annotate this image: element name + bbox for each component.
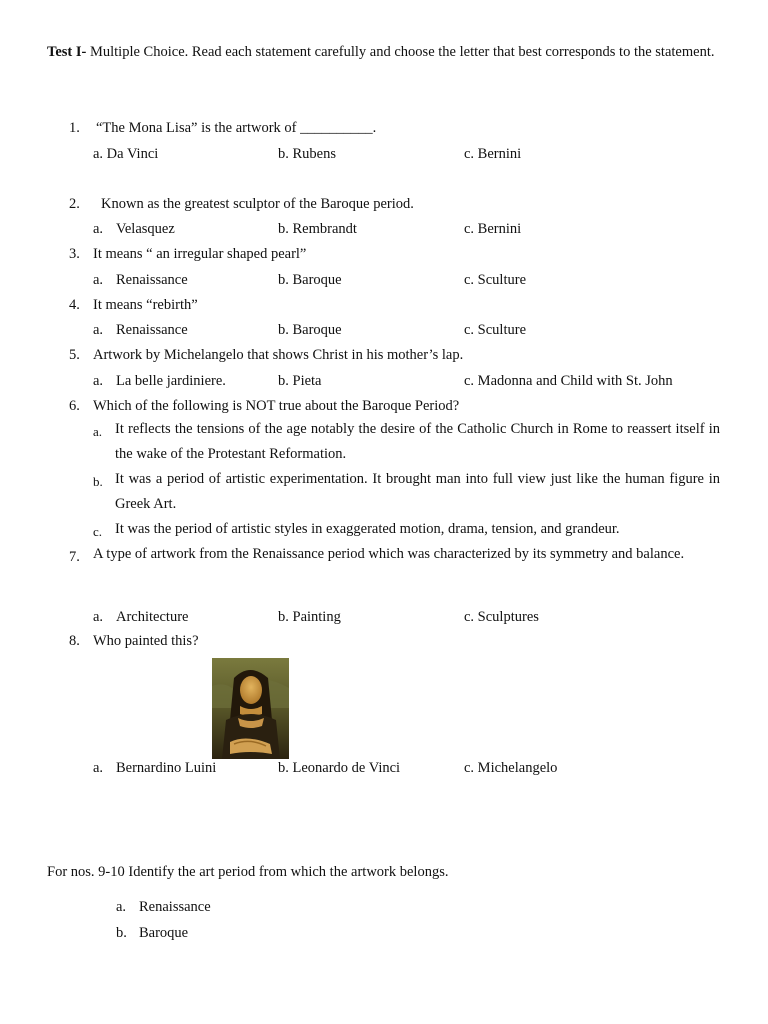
question-text: It means “rebirth” [93,297,198,313]
option-b: Baroque [139,925,189,941]
instructions-text: Multiple Choice. Read each statement carefully and choose the letter that best corresponds to the statement. [86,44,715,60]
choice-c: c. Sculptures [464,609,539,625]
question-text: A type of artwork from the Renaissance period which was characterized by its symmetry and balance. [93,546,685,562]
choice-b: b. Painting [278,609,341,625]
choice-b-letter: b. [93,474,103,489]
choice-a: Bernardino Luini [116,760,217,776]
choice-a-letter: a. [93,272,104,288]
choice-c: c. Madonna and Child with St. John [464,373,673,389]
choice-b: b. Pieta [278,373,322,389]
option-a: Renaissance [139,899,211,915]
choice-c: c. Sculture [464,272,527,288]
choice-a: a. Da Vinci [93,146,159,162]
choice-c: c. Bernini [464,221,522,237]
question-text: Artwork by Michelangelo that shows Christ in his mother’s lap. [93,347,464,363]
question-text: It means “ an irregular shaped pearl” [93,246,307,262]
test-heading: Test I- [47,44,87,60]
choice-c-letter: c. [93,524,103,539]
choice-a: La belle jardiniere. [116,373,226,389]
question-number: 2. [69,196,80,212]
choice-a-letter: a. [93,424,103,439]
choice-a-letter: a. [93,322,104,338]
choice-a-letter: a. [93,760,104,776]
choice-b: b. Leonardo de Vinci [278,760,401,776]
option-b-letter: b. [116,925,127,941]
instructions [47,40,720,65]
question-number: 8. [69,633,80,649]
question-text: Who painted this? [93,633,199,649]
choice-a-letter: a. [93,609,104,625]
choice-c: It was the period of artistic styles in exaggerated motion, drama, tension, and grandeur. [115,521,620,537]
choice-a-letter: a. [93,373,104,389]
choice-a-letter: a. [93,221,104,237]
choice-a: It reflects the tensions of the age notably the desire of the Catholic Church in Rome to reassert itself in the wake of the Protestant Reformation. [115,421,720,462]
question-text: Which of the following is NOT true about the Baroque Period? [93,398,460,414]
choice-c: c. Sculture [464,322,527,338]
question-text: “The Mona Lisa” is the artwork of __________. [96,120,377,136]
question-number: 5. [69,347,80,363]
choice-b: It was a period of artistic experimentation. It brought man into full view just like the human figure in Greek Art. [115,471,720,512]
choice-b: b. Rubens [278,146,336,162]
question-text: Known as the greatest sculptor of the Baroque period. [101,196,414,212]
choice-a: Renaissance [116,272,188,288]
question-number: 1. [69,120,80,136]
choice-a: Velasquez [116,221,175,237]
choice-a: Renaissance [116,322,188,338]
question-number: 7. [69,549,80,565]
choice-b: b. Baroque [278,322,342,338]
choice-c: c. Michelangelo [464,760,558,776]
mona-lisa-image [212,658,289,759]
section-instructions: For nos. 9-10 Identify the art period from which the artwork belongs. [47,864,449,880]
choice-b: b. Baroque [278,272,342,288]
option-a-letter: a. [116,899,127,915]
choice-a: Architecture [116,609,189,625]
choice-c: c. Bernini [464,146,522,162]
question-number: 4. [69,297,80,313]
choice-b: b. Rembrandt [278,221,357,237]
question-number: 6. [69,398,80,414]
question-number: 3. [69,246,80,262]
